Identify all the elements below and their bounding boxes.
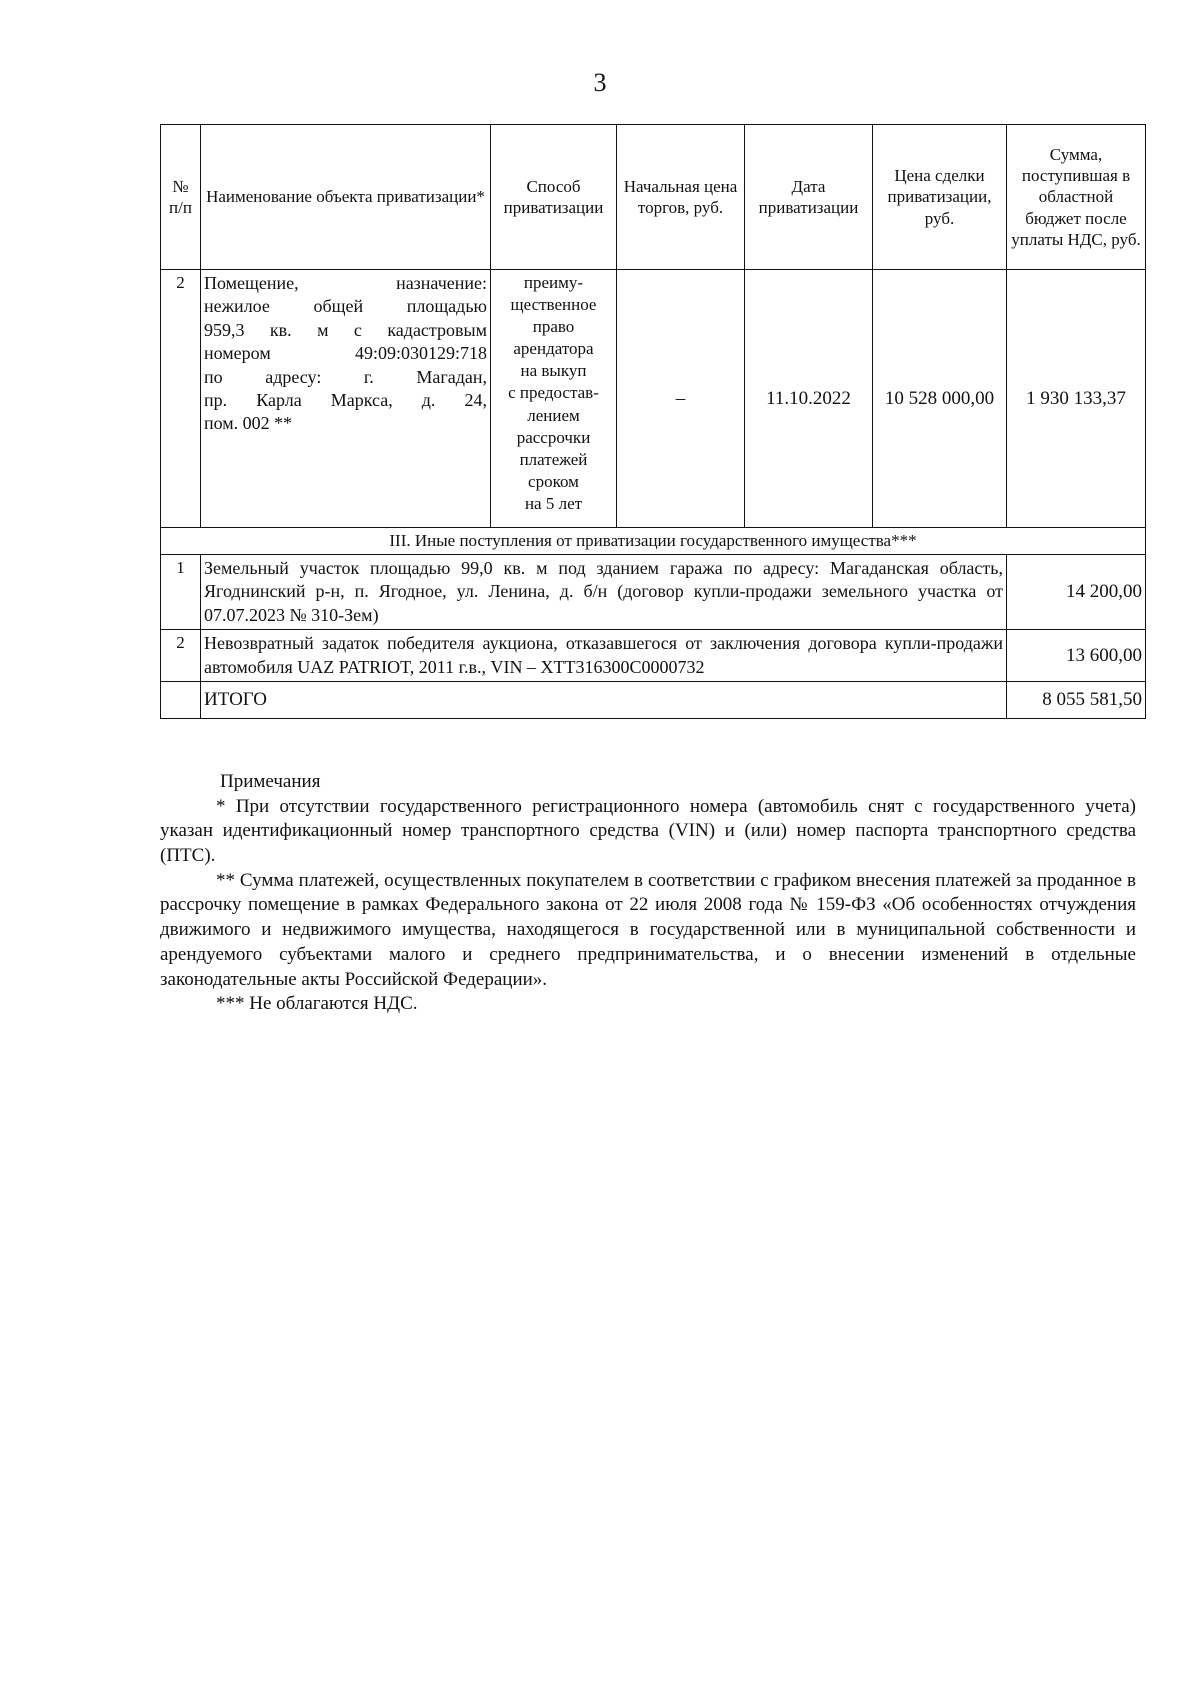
note-2: ** Сумма платежей, осуществленных покупателем в соответствии с графиком внесения платежей за проданное в рассрочку помещение в рамках Федерального закона от 22 июля 2008 года № 159-ФЗ «Об особенностях отчуждения движимого и недвижимого имущества, находящегося в государственной или в муниципальной собственности и арендуемого субъектами малого и среднего предпринимательства, и о внесении изменений в отдельные законодательные акты Российской Федерации». — [160, 869, 1136, 990]
row-description: Невозвратный задаток победителя аукциона, отказавшегося от заключения договора купли-продажи автомобиля UAZ PATRIOT, 2011 г.в., VIN – XTT316300C0000732 — [201, 630, 1007, 682]
total-label: ИТОГО — [201, 681, 1007, 718]
notes-section — [160, 770, 1136, 1017]
row-number: 1 — [161, 555, 201, 630]
deal-price-cell: 10 528 000,00 — [873, 270, 1007, 528]
method-line: платежей — [519, 449, 588, 469]
header-budget-sum: Сумма, поступившая в областной бюджет после уплаты НДС, руб. — [1007, 125, 1146, 270]
row-number: 2 — [161, 630, 201, 682]
start-price-cell: – — [617, 270, 745, 528]
method-line: щественное — [510, 295, 597, 315]
object-name-line: пом. 002 ** — [204, 413, 293, 434]
object-name-line: по адресу: г. Магадан, — [204, 366, 487, 387]
row-sum: 13 600,00 — [1007, 630, 1146, 682]
method-line: право — [532, 317, 575, 337]
note-3: *** Не облагаются НДС. — [216, 993, 418, 1015]
object-name-line: Помещение, назначение: — [204, 273, 487, 293]
row-description: Земельный участок площадью 99,0 кв. м под зданием гаража по адресу: Магаданская область, Ягоднинский р-н, п. Ягодное, ул. Ленина, д. б/н (договор купли-продажи земельного участка от 07.07.2023 № 310-Зем) — [201, 555, 1007, 630]
method-line: сроком — [528, 471, 579, 491]
header-num: № п/п — [161, 125, 201, 270]
table-row — [161, 270, 1146, 528]
object-name-line: пр. Карла Маркса, д. 24, — [204, 389, 487, 410]
object-name-line: нежилое общей площадью — [204, 296, 487, 317]
header-date: Дата приватизации — [745, 125, 873, 270]
table-row — [161, 630, 1146, 682]
method-line: рассрочки — [516, 427, 591, 447]
date-cell: 11.10.2022 — [745, 270, 873, 528]
method-cell — [491, 270, 617, 528]
privatization-table — [160, 124, 1146, 719]
budget-sum-cell: 1 930 133,37 — [1007, 270, 1146, 528]
object-name-line: номером 49:09:030129:718 — [204, 343, 487, 364]
method-line: на 5 лет — [524, 493, 583, 513]
method-line: лением — [527, 405, 580, 425]
section-header-row — [161, 528, 1146, 555]
notes-title: Примечания — [220, 771, 321, 792]
row-sum: 14 200,00 — [1007, 555, 1146, 630]
method-line: преиму- — [523, 273, 584, 292]
total-sum: 8 055 581,50 — [1007, 681, 1146, 718]
total-row — [161, 681, 1146, 718]
table-row — [161, 555, 1146, 630]
object-name-line: 959,3 кв. м с кадастровым — [204, 319, 487, 340]
page-number: 3 — [593, 68, 607, 97]
row-number: 2 — [161, 270, 201, 528]
object-name-cell — [201, 270, 491, 528]
method-line: с предостав- — [508, 383, 599, 403]
header-start-price: Начальная цена торгов, руб. — [617, 125, 745, 270]
total-empty-cell — [161, 681, 201, 718]
table-header-row — [161, 125, 1146, 270]
section-title: III. Иные поступления от приватизации государственного имущества*** — [161, 528, 1146, 555]
method-line: на выкуп — [520, 361, 587, 381]
note-1: * При отсутствии государственного регистрационного номера (автомобиль снят с государственного учета) указан идентификационный номер транспортного средства (VIN) и (или) номер паспорта транспортного средства (ПТС). — [160, 795, 1136, 867]
header-name: Наименование объекта приватизации* — [201, 125, 491, 270]
header-method: Способ приватизации — [491, 125, 617, 270]
header-deal-price: Цена сделки приватизации, руб. — [873, 125, 1007, 270]
method-line: арендатора — [513, 339, 594, 359]
